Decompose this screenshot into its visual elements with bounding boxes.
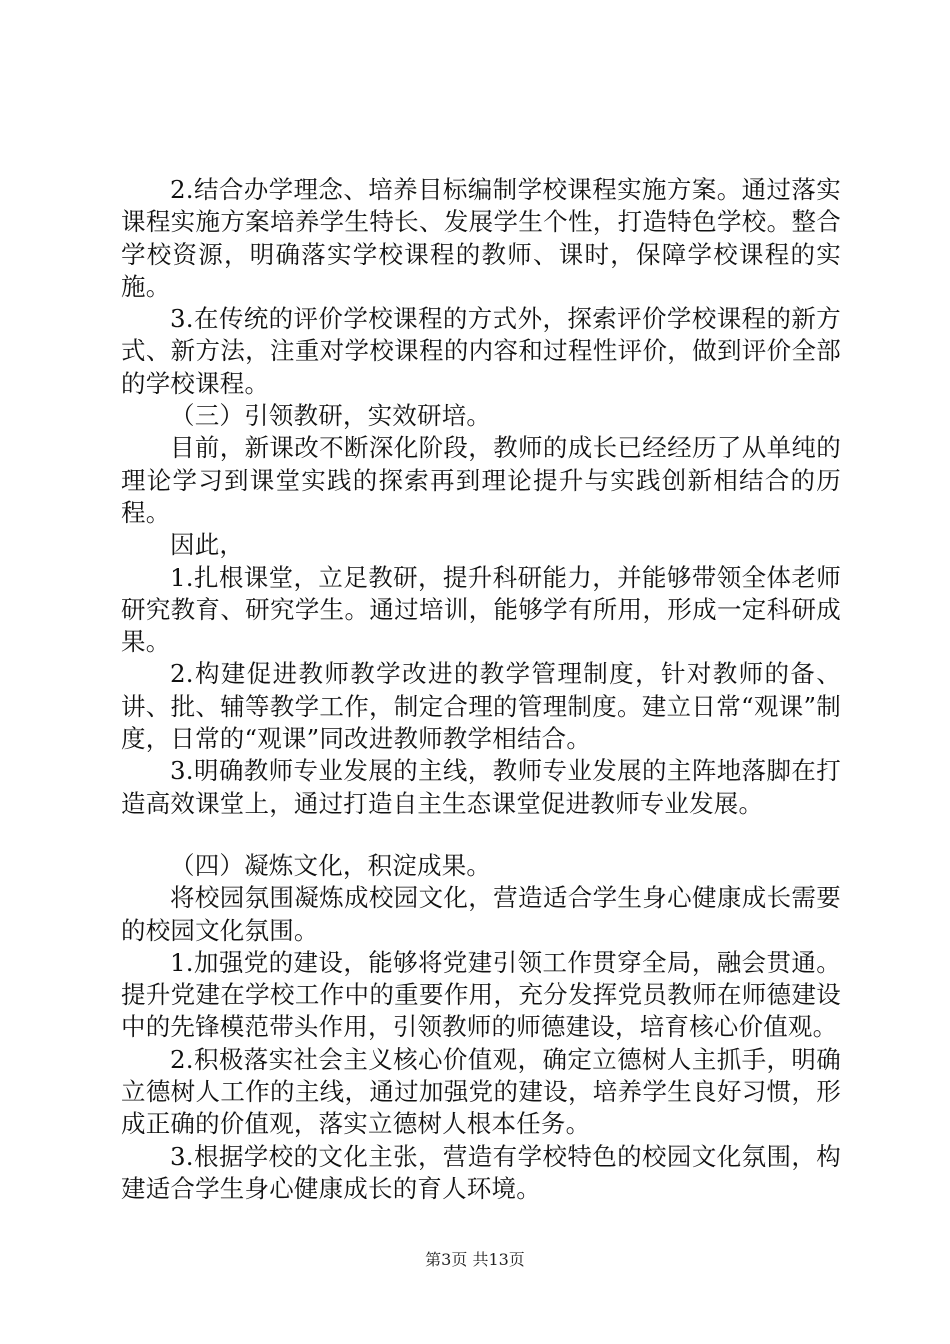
paragraph-item-2-core-values: 2.积极落实社会主义核心价值观，确定立德树人主抓手，明确立德树人工作的主线，通过加强党的建设，培养学生良好习惯，形成正确的价值观，落实立德树人根本任务。 [121, 1044, 841, 1139]
paragraph-item-3-curriculum-evaluation: 3.在传统的评价学校课程的方式外，探索评价学校课程的新方式、新方法，注重对学校课程的内容和过程性评价，做到评价全部的学校课程。 [121, 304, 841, 398]
paragraph-item-1-classroom-research: 1.扎根课堂，立足教研，提升科研能力，并能够带领全体老师研究教育、研究学生。通过培训，能够学有所用，形成一定科研成果。 [121, 562, 841, 657]
paragraph-item-3-professional-development: 3.明确教师专业发展的主线，教师专业发展的主阵地落脚在打造高效课堂上，通过打造自主生态课堂促进教师专业发展。 [121, 756, 841, 818]
document-body [121, 174, 841, 1205]
paragraph-item-1-party-building: 1.加强党的建设，能够将党建引领工作贯穿全局，融会贯通。提升党建在学校工作中的重要作用，充分发挥党员教师在师德建设中的先锋模范带头作用，引领教师的师德建设，培育核心价值观。 [121, 947, 841, 1042]
section-heading-3: （三）引领教研，实效研培。 [170, 401, 492, 431]
page-number-footer: 第3页 共13页 [425, 1250, 525, 1269]
paragraph-therefore: 因此， [170, 530, 245, 560]
paragraph-item-3-cultural-environment: 3.根据学校的文化主张，营造有学校特色的校园文化氛围，构建适合学生身心健康成长的育人环境。 [121, 1141, 841, 1203]
paragraph-spacer [121, 820, 841, 850]
paragraph-item-2-curriculum-plan: 2.结合办学理念、培养目标编制学校课程实施方案。通过落实课程实施方案培养学生特长、发展学生个性，打造特色学校。整合学校资源，明确落实学校课程的教师、课时，保障学校课程的实施。 [121, 175, 841, 301]
paragraph-teacher-growth: 目前，新课改不断深化阶段，教师的成长已经经历了从单纯的理论学习到课堂实践的探索再到理论提升与实践创新相结合的历程。 [121, 433, 841, 527]
section-heading-4: （四）凝炼文化，积淀成果。 [170, 850, 492, 880]
paragraph-campus-culture: 将校园氛围凝炼成校园文化，营造适合学生身心健康成长需要的校园文化氛围。 [121, 883, 841, 945]
paragraph-item-2-teaching-management: 2.构建促进教师教学改进的教学管理制度，针对教师的备、讲、批、辅等教学工作，制定合理的管理制度。建立日常“观课”制度，日常的“观课”同改进教师教学相结合。 [121, 659, 841, 754]
